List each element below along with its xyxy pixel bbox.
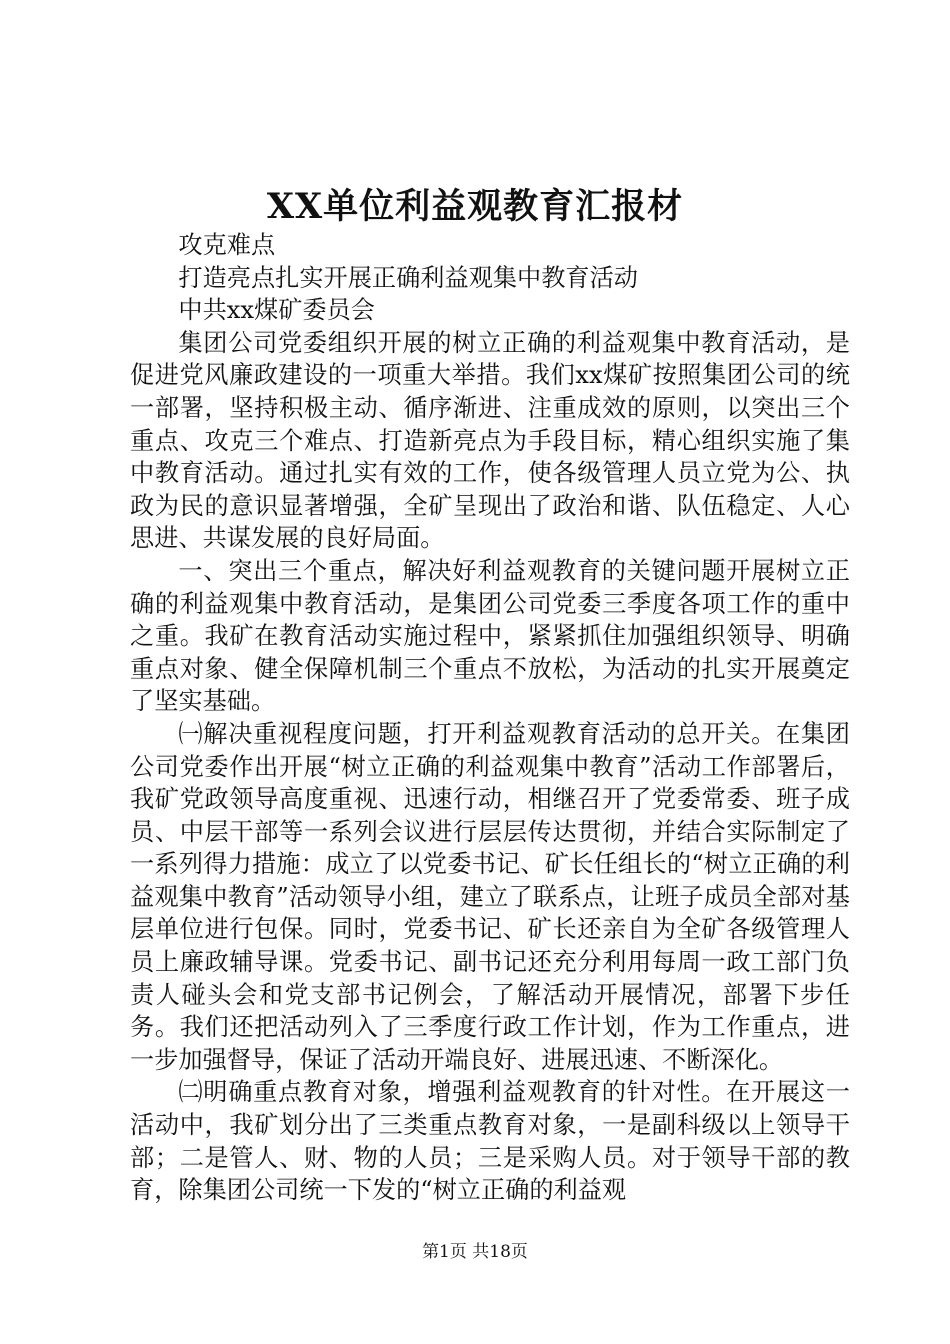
- page-footer: 第1页 共18页: [422, 1242, 528, 1262]
- heading-line-1: 攻克难点: [178, 231, 276, 259]
- paragraph-intro: 集团公司党委组织开展的树立正确的利益观集中教育活动，是促进党风廉政建设的一项重大举措。我们xx煤矿按照集团公司的统一部署，坚持积极主动、循序渐进、注重成效的原则，以突出三个重点、攻克三个难点、打造新亮点为手段目标，精心组织实施了集中教育活动。通过扎实有效的工作，使各级管理人员立党为公、执政为民的意识显著增强，全矿呈现出了政治和谐、队伍稳定、人心思进、共谋发展的良好局面。: [130, 328, 850, 553]
- document-title: XX单位利益观教育汇报材: [266, 186, 684, 227]
- author-line: 中共xx煤矿委员会: [178, 296, 375, 325]
- document-body: [130, 229, 850, 1207]
- paragraph-section-one: 一、突出三个重点，解决好利益观教育的关键问题开展树立正确的利益观集中教育活动，是集团公司党委三季度各项工作的重中之重。我矿在教育活动实施过程中，紧紧抓住加强组织领导、明确重点对象、健全保障机制三个重点不放松，为活动的扎实开展奠定了坚实基础。: [130, 556, 850, 716]
- heading-line-2: 打造亮点扎实开展正确利益观集中教育活动: [178, 263, 638, 292]
- paragraph-subsection-two: ㈡明确重点教育对象，增强利益观教育的针对性。在开展这一活动中，我矿划分出了三类重点教育对象，一是副科级以上领导干部；二是管人、财、物的人员；三是采购人员。对于领导干部的教育，除集团公司统一下发的“树立正确的利益观: [130, 1078, 850, 1205]
- paragraph-subsection-one: ㈠解决重视程度问题，打开利益观教育活动的总开关。在集团公司党委作出开展“树立正确的利益观集中教育”活动工作部署后，我矿党政领导高度重视、迅速行动，相继召开了党委常委、班子成员、中层干部等一系列会议进行层层传达贯彻，并结合实际制定了一系列得力措施：成立了以党委书记、矿长任组长的“树立正确的利益观集中教育”活动领导小组，建立了联系点，让班子成员全部对基层单位进行包保。同时，党委书记、矿长还亲自为全矿各级管理人员上廉政辅导课。党委书记、副书记还充分利用每周一政工部门负责人碰头会和党支部书记例会，了解活动开展情况，部署下步任务。我们还把活动列入了三季度行政工作计划，作为工作重点，进一步加强督导，保证了活动开端良好、进展迅速、不断深化。: [130, 719, 850, 1074]
